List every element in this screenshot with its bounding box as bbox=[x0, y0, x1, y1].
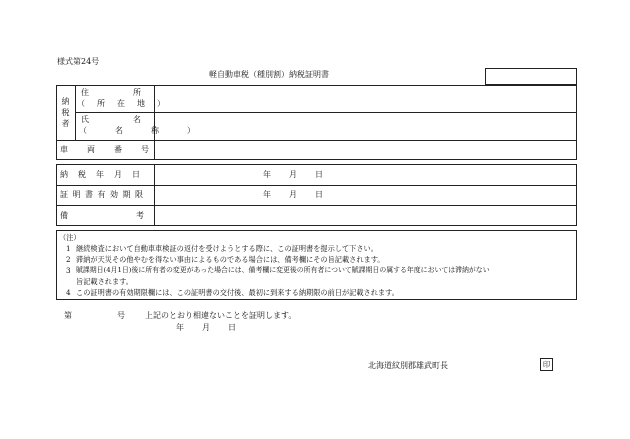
note-text: この証明書の有効期限欄には、この証明書の交付後、最初に到来する納期限の前日が記載されます。 bbox=[76, 288, 399, 297]
cert-statement: 上記のとおり相違ないことを証明します。 bbox=[145, 311, 297, 320]
cert-go: 号 bbox=[117, 311, 125, 320]
document-title: 軽自動車税（種別割）納税証明書 bbox=[209, 70, 329, 79]
cert-day: 日 bbox=[228, 323, 236, 332]
payment-month: 月 bbox=[289, 170, 297, 179]
validity-year: 年 bbox=[263, 190, 271, 199]
seal-stamp-icon: 印 bbox=[540, 358, 553, 371]
validity-day: 日 bbox=[315, 190, 323, 199]
note-text: 滞納が天災その他やむを得ない事由によるものである場合には、備考欄にその旨記載されます。 bbox=[76, 255, 385, 264]
cert-year: 年 bbox=[176, 323, 184, 332]
cert-dai: 第 bbox=[64, 311, 72, 320]
note-text: 継続検査において自動車車検証の返付を受けようとする際に、この証明書を提示して下さい。 bbox=[76, 244, 378, 253]
payment-year: 年 bbox=[263, 170, 271, 179]
note-number: 1 bbox=[66, 244, 71, 253]
note-number: 3 bbox=[66, 266, 71, 275]
address-sub-label: （所在地） bbox=[77, 99, 177, 108]
payment-date-label: 納税年月日 bbox=[60, 170, 150, 179]
form-number: 様式第24号 bbox=[57, 57, 100, 66]
address-label: 住所 bbox=[81, 88, 185, 97]
cert-month: 月 bbox=[202, 323, 210, 332]
payment-day: 日 bbox=[315, 170, 323, 179]
note-number: 2 bbox=[66, 255, 71, 264]
name-label: 氏名 bbox=[81, 115, 185, 124]
note-text-continued: 旨記載されます。 bbox=[76, 277, 133, 286]
validity-label: 証明書有効期限 bbox=[60, 190, 148, 199]
validity-month: 月 bbox=[289, 190, 297, 199]
note-number: 4 bbox=[66, 288, 71, 297]
issuer-name: 北海道紋別郡雄武町長 bbox=[368, 361, 448, 370]
name-sub-label: （名称） bbox=[79, 126, 223, 135]
notes-header: （注） bbox=[59, 233, 81, 242]
remarks-label-1: 備考 bbox=[60, 211, 212, 220]
reference-box bbox=[485, 68, 577, 85]
taxpayer-vertical-label: 納 税 者 bbox=[61, 97, 70, 128]
vehicle-number-label: 車両番号 bbox=[60, 145, 168, 154]
note-text: 賦課期日(4月1日)後に所有者の変更があった場合には、備考欄に変更後の所有者について賦課期日の属する年度においては滞納がない bbox=[76, 266, 490, 274]
